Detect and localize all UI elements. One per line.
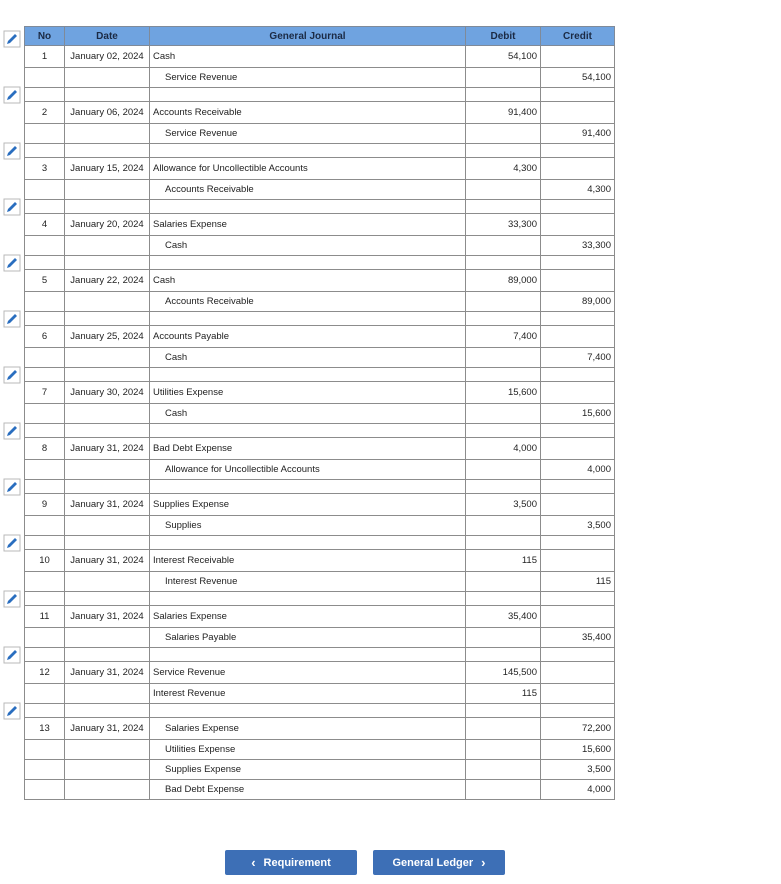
- entry-number: 4: [25, 214, 65, 236]
- entry-date: January 31, 2024: [65, 438, 150, 460]
- debit-amount: [466, 68, 541, 88]
- empty-cell: [25, 124, 65, 144]
- account-cell: [150, 438, 466, 460]
- journal-line-row: [25, 348, 615, 368]
- account-cell: [150, 516, 466, 536]
- empty-cell: [25, 684, 65, 704]
- journal-line-row: [25, 628, 615, 648]
- empty-cell: [466, 200, 541, 214]
- credit-amount: 54,100: [541, 68, 615, 88]
- account-cell: [150, 46, 466, 68]
- account-name: Service Revenue: [153, 667, 226, 678]
- debit-amount: 3,500: [466, 494, 541, 516]
- credit-amount: [541, 684, 615, 704]
- account-name: Interest Revenue: [153, 688, 226, 699]
- debit-amount: [466, 516, 541, 536]
- journal-line-row: [25, 158, 615, 180]
- general-journal-table: [24, 26, 615, 800]
- chevron-left-icon: ‹: [251, 855, 256, 870]
- account-cell: [150, 740, 466, 760]
- journal-line-row: [25, 404, 615, 424]
- account-cell: [150, 236, 466, 256]
- account-name: Service Revenue: [165, 128, 238, 139]
- empty-cell: [25, 144, 65, 158]
- credit-amount: [541, 382, 615, 404]
- requirement-button-label: Requirement: [263, 856, 331, 869]
- debit-amount: [466, 572, 541, 592]
- empty-cell: [25, 312, 65, 326]
- empty-cell: [466, 480, 541, 494]
- journal-line-row: [25, 718, 615, 740]
- empty-cell: [466, 424, 541, 438]
- account-name: Cash: [153, 275, 176, 286]
- account-cell: [150, 718, 466, 740]
- entry-number: 10: [25, 550, 65, 572]
- empty-cell: [25, 404, 65, 424]
- account-name: Accounts Receivable: [165, 296, 254, 307]
- account-cell: [150, 606, 466, 628]
- empty-cell: [25, 740, 65, 760]
- entry-number: 2: [25, 102, 65, 124]
- credit-amount: [541, 46, 615, 68]
- empty-cell: [65, 88, 150, 102]
- debit-amount: 7,400: [466, 326, 541, 348]
- credit-amount: [541, 214, 615, 236]
- pencil-icon[interactable]: [3, 534, 21, 552]
- account-name: Salaries Expense: [165, 723, 239, 734]
- empty-cell: [25, 348, 65, 368]
- empty-cell: [65, 516, 150, 536]
- credit-amount: 4,000: [541, 780, 615, 800]
- entry-number: 7: [25, 382, 65, 404]
- account-name: Allowance for Uncollectible Accounts: [165, 464, 320, 475]
- journal-line-row: [25, 102, 615, 124]
- entry-date: January 25, 2024: [65, 326, 150, 348]
- journal-line-row: [25, 740, 615, 760]
- empty-cell: [466, 88, 541, 102]
- account-name: Cash: [165, 408, 188, 419]
- general-ledger-button[interactable]: [373, 850, 505, 875]
- requirement-button[interactable]: [225, 850, 357, 875]
- entry-date: January 15, 2024: [65, 158, 150, 180]
- account-cell: [150, 684, 466, 704]
- pencil-icon[interactable]: [3, 86, 21, 104]
- journal-line-row: [25, 760, 615, 780]
- empty-cell: [25, 460, 65, 480]
- account-cell: [150, 662, 466, 684]
- account-name: Utilities Expense: [165, 744, 236, 755]
- entry-number: 11: [25, 606, 65, 628]
- credit-amount: 4,000: [541, 460, 615, 480]
- entry-number: 6: [25, 326, 65, 348]
- spacer-row: [25, 480, 615, 494]
- debit-amount: 4,300: [466, 158, 541, 180]
- debit-amount: 33,300: [466, 214, 541, 236]
- empty-cell: [65, 592, 150, 606]
- pencil-icon[interactable]: [3, 254, 21, 272]
- debit-amount: [466, 780, 541, 800]
- credit-amount: 72,200: [541, 718, 615, 740]
- debit-amount: 15,600: [466, 382, 541, 404]
- empty-cell: [65, 760, 150, 780]
- empty-cell: [25, 200, 65, 214]
- empty-cell: [65, 536, 150, 550]
- spacer-row: [25, 424, 615, 438]
- entry-number: 1: [25, 46, 65, 68]
- spacer-row: [25, 200, 615, 214]
- empty-cell: [150, 536, 466, 550]
- entry-number: 9: [25, 494, 65, 516]
- empty-cell: [25, 536, 65, 550]
- empty-cell: [541, 368, 615, 382]
- credit-amount: 4,300: [541, 180, 615, 200]
- empty-cell: [25, 236, 65, 256]
- spacer-row: [25, 144, 615, 158]
- empty-cell: [541, 88, 615, 102]
- account-cell: [150, 780, 466, 800]
- pencil-icon[interactable]: [3, 478, 21, 496]
- empty-cell: [65, 368, 150, 382]
- journal-line-row: [25, 494, 615, 516]
- debit-amount: 115: [466, 550, 541, 572]
- account-name: Accounts Payable: [153, 331, 230, 342]
- debit-amount: [466, 740, 541, 760]
- journal-line-row: [25, 236, 615, 256]
- empty-cell: [25, 180, 65, 200]
- entry-date: January 31, 2024: [65, 662, 150, 684]
- empty-cell: [65, 404, 150, 424]
- credit-amount: 15,600: [541, 404, 615, 424]
- debit-amount: 54,100: [466, 46, 541, 68]
- empty-cell: [541, 592, 615, 606]
- empty-cell: [150, 312, 466, 326]
- debit-amount: 35,400: [466, 606, 541, 628]
- empty-cell: [65, 180, 150, 200]
- spacer-row: [25, 88, 615, 102]
- account-name: Utilities Expense: [153, 387, 224, 398]
- empty-cell: [150, 424, 466, 438]
- general-ledger-button-label: General Ledger: [392, 856, 474, 869]
- debit-amount: [466, 718, 541, 740]
- account-cell: [150, 348, 466, 368]
- empty-cell: [541, 648, 615, 662]
- credit-amount: [541, 662, 615, 684]
- pencil-icon[interactable]: [3, 590, 21, 608]
- empty-cell: [541, 480, 615, 494]
- credit-amount: [541, 270, 615, 292]
- empty-cell: [466, 144, 541, 158]
- empty-cell: [65, 312, 150, 326]
- debit-amount: 91,400: [466, 102, 541, 124]
- entry-date: January 02, 2024: [65, 46, 150, 68]
- journal-line-row: [25, 460, 615, 480]
- pencil-icon[interactable]: [3, 646, 21, 664]
- empty-cell: [466, 312, 541, 326]
- debit-amount: [466, 460, 541, 480]
- account-name: Supplies: [165, 520, 202, 531]
- empty-cell: [466, 536, 541, 550]
- account-cell: [150, 760, 466, 780]
- empty-cell: [65, 480, 150, 494]
- spacer-row: [25, 592, 615, 606]
- pencil-icon[interactable]: [3, 310, 21, 328]
- account-cell: [150, 550, 466, 572]
- account-cell: [150, 460, 466, 480]
- header-credit: Credit: [541, 27, 615, 46]
- credit-amount: 3,500: [541, 516, 615, 536]
- account-cell: [150, 124, 466, 144]
- debit-amount: 4,000: [466, 438, 541, 460]
- account-cell: [150, 494, 466, 516]
- debit-amount: 115: [466, 684, 541, 704]
- journal-line-row: [25, 662, 615, 684]
- pencil-icon[interactable]: [3, 30, 21, 48]
- entry-date: January 31, 2024: [65, 550, 150, 572]
- empty-cell: [25, 516, 65, 536]
- journal-line-row: [25, 214, 615, 236]
- credit-amount: 7,400: [541, 348, 615, 368]
- spacer-row: [25, 704, 615, 718]
- pencil-icon[interactable]: [3, 366, 21, 384]
- journal-line-row: [25, 516, 615, 536]
- credit-amount: [541, 326, 615, 348]
- debit-amount: 145,500: [466, 662, 541, 684]
- entry-number: 13: [25, 718, 65, 740]
- pencil-icon[interactable]: [3, 422, 21, 440]
- credit-amount: 115: [541, 572, 615, 592]
- empty-cell: [25, 704, 65, 718]
- pencil-icon[interactable]: [3, 142, 21, 160]
- entry-number: 5: [25, 270, 65, 292]
- empty-cell: [25, 648, 65, 662]
- empty-cell: [466, 704, 541, 718]
- credit-amount: [541, 158, 615, 180]
- empty-cell: [541, 200, 615, 214]
- account-name: Bad Debt Expense: [165, 784, 245, 795]
- journal-line-row: [25, 606, 615, 628]
- entry-date: January 20, 2024: [65, 214, 150, 236]
- empty-cell: [466, 256, 541, 270]
- empty-cell: [466, 368, 541, 382]
- empty-cell: [25, 256, 65, 270]
- journal-line-row: [25, 572, 615, 592]
- empty-cell: [65, 256, 150, 270]
- credit-amount: [541, 438, 615, 460]
- journal-line-row: [25, 326, 615, 348]
- entry-date: January 06, 2024: [65, 102, 150, 124]
- spacer-row: [25, 312, 615, 326]
- empty-cell: [25, 760, 65, 780]
- empty-cell: [25, 88, 65, 102]
- empty-cell: [150, 200, 466, 214]
- debit-amount: [466, 628, 541, 648]
- account-name: Salaries Payable: [165, 632, 237, 643]
- entry-date: January 22, 2024: [65, 270, 150, 292]
- entry-date: January 31, 2024: [65, 606, 150, 628]
- empty-cell: [541, 144, 615, 158]
- debit-amount: [466, 236, 541, 256]
- account-cell: [150, 158, 466, 180]
- entry-date: January 30, 2024: [65, 382, 150, 404]
- account-cell: [150, 404, 466, 424]
- account-name: Interest Receivable: [153, 555, 235, 566]
- account-cell: [150, 214, 466, 236]
- account-cell: [150, 180, 466, 200]
- empty-cell: [25, 480, 65, 494]
- empty-cell: [150, 704, 466, 718]
- credit-amount: 15,600: [541, 740, 615, 760]
- account-name: Cash: [153, 51, 176, 62]
- journal-line-row: [25, 292, 615, 312]
- account-name: Bad Debt Expense: [153, 443, 233, 454]
- empty-cell: [65, 704, 150, 718]
- empty-cell: [65, 424, 150, 438]
- empty-cell: [25, 68, 65, 88]
- account-cell: [150, 326, 466, 348]
- debit-amount: [466, 180, 541, 200]
- empty-cell: [466, 592, 541, 606]
- empty-cell: [541, 312, 615, 326]
- journal-line-row: [25, 270, 615, 292]
- journal-line-row: [25, 438, 615, 460]
- debit-amount: [466, 292, 541, 312]
- account-cell: [150, 68, 466, 88]
- empty-cell: [65, 200, 150, 214]
- credit-amount: 33,300: [541, 236, 615, 256]
- empty-cell: [25, 368, 65, 382]
- empty-cell: [150, 592, 466, 606]
- spacer-row: [25, 368, 615, 382]
- entry-date: January 31, 2024: [65, 718, 150, 740]
- empty-cell: [25, 628, 65, 648]
- header-date: Date: [65, 27, 150, 46]
- account-name: Accounts Receivable: [153, 107, 242, 118]
- credit-amount: [541, 494, 615, 516]
- account-name: Supplies Expense: [153, 499, 230, 510]
- account-name: Salaries Expense: [153, 611, 227, 622]
- empty-cell: [65, 684, 150, 704]
- account-name: Service Revenue: [165, 72, 238, 83]
- pencil-icon[interactable]: [3, 198, 21, 216]
- empty-cell: [150, 144, 466, 158]
- entry-number: 8: [25, 438, 65, 460]
- debit-amount: [466, 348, 541, 368]
- empty-cell: [541, 256, 615, 270]
- credit-amount: 35,400: [541, 628, 615, 648]
- journal-line-row: [25, 46, 615, 68]
- header-general-journal: General Journal: [150, 27, 466, 46]
- spacer-row: [25, 648, 615, 662]
- empty-cell: [150, 368, 466, 382]
- empty-cell: [65, 780, 150, 800]
- account-cell: [150, 292, 466, 312]
- account-name: Salaries Expense: [153, 219, 227, 230]
- account-name: Cash: [165, 240, 188, 251]
- credit-amount: 91,400: [541, 124, 615, 144]
- entry-number: 12: [25, 662, 65, 684]
- empty-cell: [25, 424, 65, 438]
- credit-amount: [541, 550, 615, 572]
- empty-cell: [541, 704, 615, 718]
- empty-cell: [65, 648, 150, 662]
- credit-amount: 3,500: [541, 760, 615, 780]
- journal-line-row: [25, 684, 615, 704]
- account-cell: [150, 102, 466, 124]
- credit-amount: [541, 102, 615, 124]
- empty-cell: [541, 536, 615, 550]
- account-cell: [150, 270, 466, 292]
- empty-cell: [65, 68, 150, 88]
- empty-cell: [150, 648, 466, 662]
- account-name: Cash: [165, 352, 188, 363]
- empty-cell: [65, 460, 150, 480]
- empty-cell: [150, 480, 466, 494]
- debit-amount: [466, 404, 541, 424]
- empty-cell: [25, 572, 65, 592]
- empty-cell: [65, 144, 150, 158]
- account-cell: [150, 382, 466, 404]
- empty-cell: [65, 628, 150, 648]
- pencil-icon[interactable]: [3, 702, 21, 720]
- debit-amount: [466, 124, 541, 144]
- journal-line-row: [25, 382, 615, 404]
- chevron-right-icon: ›: [481, 855, 486, 870]
- empty-cell: [65, 292, 150, 312]
- empty-cell: [65, 236, 150, 256]
- table-header-row: [25, 27, 615, 46]
- credit-amount: 89,000: [541, 292, 615, 312]
- spacer-row: [25, 536, 615, 550]
- empty-cell: [65, 572, 150, 592]
- account-name: Accounts Receivable: [165, 184, 254, 195]
- journal-line-row: [25, 124, 615, 144]
- journal-line-row: [25, 550, 615, 572]
- empty-cell: [25, 780, 65, 800]
- entry-number: 3: [25, 158, 65, 180]
- empty-cell: [65, 740, 150, 760]
- account-name: Allowance for Uncollectible Accounts: [153, 163, 308, 174]
- account-name: Supplies Expense: [165, 764, 242, 775]
- credit-amount: [541, 606, 615, 628]
- header-no: No: [25, 27, 65, 46]
- empty-cell: [541, 424, 615, 438]
- account-name: Interest Revenue: [165, 576, 238, 587]
- journal-line-row: [25, 780, 615, 800]
- empty-cell: [25, 592, 65, 606]
- debit-amount: [466, 760, 541, 780]
- empty-cell: [150, 256, 466, 270]
- empty-cell: [65, 124, 150, 144]
- spacer-row: [25, 256, 615, 270]
- empty-cell: [65, 348, 150, 368]
- empty-cell: [466, 648, 541, 662]
- debit-amount: 89,000: [466, 270, 541, 292]
- journal-line-row: [25, 68, 615, 88]
- journal-line-row: [25, 180, 615, 200]
- empty-cell: [25, 292, 65, 312]
- empty-cell: [150, 88, 466, 102]
- account-cell: [150, 572, 466, 592]
- entry-date: January 31, 2024: [65, 494, 150, 516]
- account-cell: [150, 628, 466, 648]
- header-debit: Debit: [466, 27, 541, 46]
